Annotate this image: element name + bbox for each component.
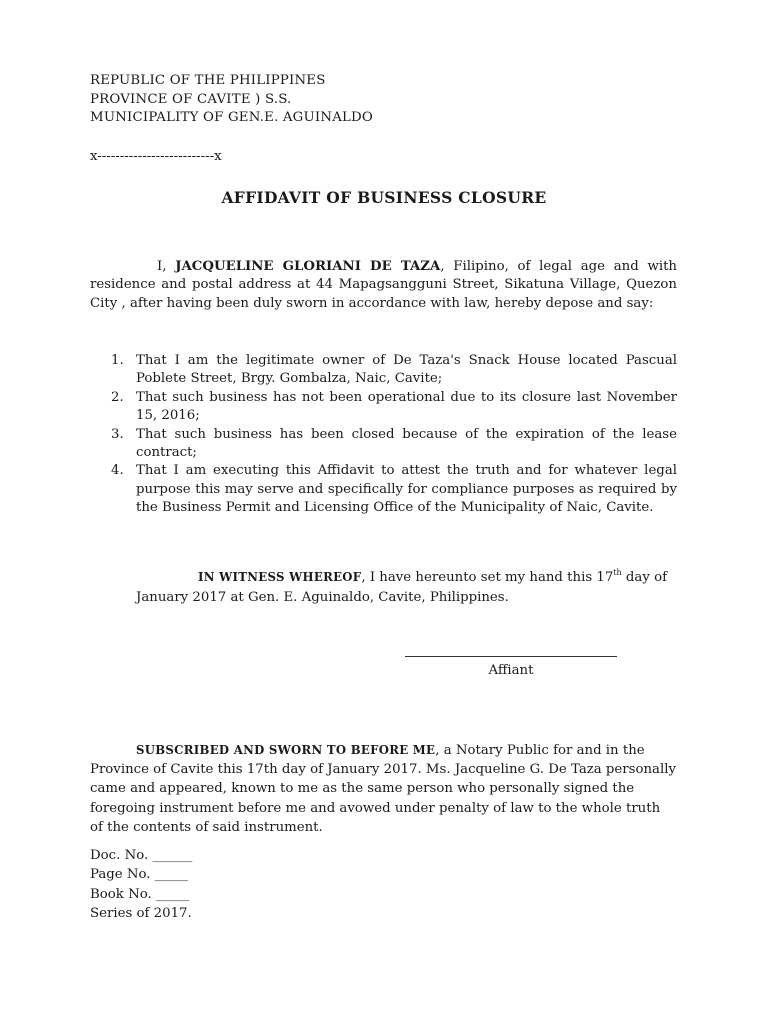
jurat-heading: SUBSCRIBED AND SWORN TO BEFORE ME [136,743,436,757]
witness-heading: IN WITNESS WHEREOF [198,570,362,584]
list-item [90,352,677,389]
jurat-text: , a Notary Public for and in the Province of Cavite this 17th day of January 2017. Ms. Jacqueline G. De Taza personally came and appeared, known to me as the same person who personally signed the foregoing instrument before me and avowed under penalty of law to the whole truth of the contents of said instrument. [90,743,676,835]
intro-lead: I, [157,259,176,274]
witness-text-after: day of January 2017 at Gen. E. Aguinaldo, Cavite, Philippines. [136,570,668,605]
witness-paragraph [136,567,677,608]
list-item-number: 3. [111,426,124,442]
list-item-text: That such business has been closed because of the expiration of the lease contract; [136,426,677,461]
book-number: Book No. _____ [90,886,190,902]
intro-rest: , Filipino, of legal age and with residence and postal address at 44 Mapagsangguni Street, Sikatuna Village, Quezon City , after having been duly sworn in accordance with law, hereby depose and say: [90,259,677,311]
signature-line [405,656,617,657]
list-item [90,462,677,517]
list-item-number: 4. [111,463,124,479]
notarial-register [90,846,192,924]
list-item-number: 2. [111,389,124,405]
caption-separator: x--------------------------x [90,149,222,164]
series-year: Series of 2017. [90,906,192,922]
affiant-name: JACQUELINE GLORIANI DE TAZA [175,259,441,274]
statement-list [90,352,677,518]
intro-paragraph [90,258,677,313]
list-item-text: That I am the legitimate owner of De Taza's Snack House located Pascual Poblete Street, Brgy. Gombalza, Naic, Cavite; [136,353,677,387]
list-item-text: That such business has not been operational due to its closure last November 15, 2016; [136,389,677,424]
list-item [90,426,677,463]
header-republic: REPUBLIC OF THE PHILIPPINES [90,73,326,88]
witness-text-before: , I have hereunto set my hand this 17 [361,570,614,585]
doc-number: Doc. No. ______ [90,848,193,863]
list-item [90,389,677,426]
witness-superscript: th [613,568,622,577]
list-item-number: 1. [111,353,124,368]
document-header [90,72,373,128]
affiant-label: Affiant [488,663,534,678]
jurat-paragraph [90,741,677,837]
header-province: PROVINCE OF CAVITE ) S.S. [90,91,292,107]
list-item-text: That I am executing this Affidavit to attest the truth and for whatever legal purpose this may serve and specifically for compliance purposes as required by the Business Permit and Licensing Office of the Municipality of Naic, Cavite. [136,463,677,516]
header-municipality: MUNICIPALITY OF GEN.E. AGUINALDO [90,110,373,125]
document-title: AFFIDAVIT OF BUSINESS CLOSURE [221,188,547,207]
page-number: Page No. _____ [90,867,188,883]
